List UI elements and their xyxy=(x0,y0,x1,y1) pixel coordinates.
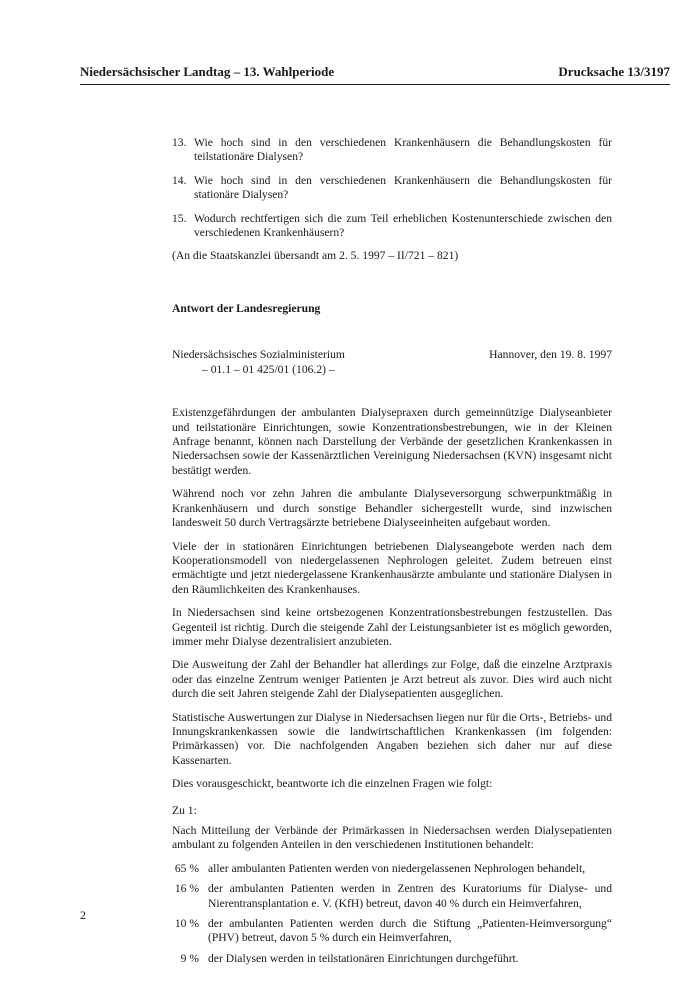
ministry-name: Niedersächsisches Sozialministerium xyxy=(172,348,345,362)
question-text: Wie hoch sind in den verschiedenen Krankenhäusern die Behandlungskosten für stationäre Dialysen? xyxy=(194,173,612,202)
answer-heading: Antwort der Landesregierung xyxy=(172,301,321,315)
document-number: Drucksache 13/3197 xyxy=(558,64,670,79)
header-title: Niedersächsischer Landtag – 13. Wahlperiode xyxy=(80,64,335,79)
stat-text: der ambulanten Patienten werden in Zentren des Kuratoriums für Dialyse- und Nierentransplantation e. V. (KfH) betreut, davon 40 % durch ein Heimverfahren, xyxy=(208,882,612,910)
page-header xyxy=(80,62,670,85)
transmittal-note: (An die Staatskanzlei übersandt am 2. 5. 1997 – II/721 – 821) xyxy=(172,249,459,263)
stat-item xyxy=(172,917,612,946)
stat-percent: 10 % xyxy=(174,917,199,931)
paragraph: Existenzgefährdungen der ambulanten Dialysepraxen durch gemeinnützige Dialyseanbieter und teilstationäre Einrichtungen, sowie Konzentrationsbestrebungen, wie in der Kleinen Anfrage benannt, können nach Darstellung der Verbände der gesetzlichen Krankenkassen in Niedersachsen sowie der Kassenärztlichen Vereinigung Niedersachsen (KVN) insgesamt nicht bestätigt werden. xyxy=(172,406,612,477)
stat-text: aller ambulanten Patienten werden von niedergelassenen Nephrologen behandelt, xyxy=(208,861,586,875)
paragraph: Die Ausweitung der Zahl der Behandler hat allerdings zur Folge, daß die einzelne Arztpraxis oder das einzelne Zentrum weniger Patienten je Arzt betreut als zuvor. Dies wird auch nicht durch die seit Jahren steigende Zahl der Dialysepatienten ausgeglichen. xyxy=(172,658,612,701)
question-13 xyxy=(172,136,612,165)
place-date: Hannover, den 19. 8. 1997 xyxy=(489,348,612,362)
stat-item xyxy=(172,882,612,911)
answer-label: Zu 1: xyxy=(172,803,197,817)
stat-percent: 9 % xyxy=(180,951,199,965)
question-number: 13. xyxy=(172,136,187,149)
stat-text: der Dialysen werden in teilstationären Einrichtungen durchgeführt. xyxy=(208,951,519,965)
paragraph: In Niedersachsen sind keine ortsbezogenen Konzentrationsbestrebungen festzustellen. Das Gegenteil ist richtig. Durch die steigende Zahl der Leistungsanbieter ist es möglich geworden, immer mehr Dialyse dezentralisiert anzubieten. xyxy=(172,606,612,648)
ministry-block xyxy=(172,348,612,378)
ministry-reference: – 01.1 – 01 425/01 (106.2) – xyxy=(202,363,335,377)
stat-percent: 16 % xyxy=(174,882,199,896)
stat-text: der ambulanten Patienten werden durch die Stiftung „Patienten-Heimversorgung“ (PHV) betreut, davon 5 % durch ein Heimverfahren, xyxy=(208,917,612,945)
question-text: Wodurch rechtfertigen sich die zum Teil erheblichen Kostenunterschiede zwischen den verschiedenen Krankenhäusern? xyxy=(194,211,612,240)
paragraph: Viele der in stationären Einrichtungen betriebenen Dialyseangebote werden nach dem Kooperationsmodell von niedergelassenen Nephrologen geleitet. Zudem betreuen einst ermächtigte und jetzt niedergelassene Krankenhausärzte ambulante und stationäre Dialysen in den Räumlichkeiten des Krankenhauses. xyxy=(172,539,612,596)
question-text: Wie hoch sind in den verschiedenen Krankenhäusern die Behandlungskosten für teilstationäre Dialysen? xyxy=(194,136,612,164)
stat-percent: 65 % xyxy=(174,861,199,875)
question-14 xyxy=(172,174,612,203)
question-number: 14. xyxy=(172,173,187,187)
answer-intro: Nach Mitteilung der Verbände der Primärkassen in Niedersachsen werden Dialysepatienten ambulant zu folgenden Anteilen in den verschiedenen Institutionen behandelt: xyxy=(172,824,612,852)
question-number: 15. xyxy=(172,211,187,225)
paragraph: Statistische Auswertungen zur Dialyse in Niedersachsen liegen nur für die Orts-, Betriebs- und Innungskrankenkassen sowie die landwirtschaftlichen Krankenkassen (im folgenden: Primärkassen) vor. Die nachfolgenden Angaben beziehen sich daher nur auf diese Kassenarten. xyxy=(172,710,612,767)
question-15 xyxy=(172,212,612,241)
paragraph: Während noch vor zehn Jahren die ambulante Dialyseversorgung schwerpunktmäßig in Krankenhäusern und durch sonstige Behandler sichergestellt wurde, sind inzwischen landesweit 50 durch Vertragsärzte betriebene Dialyseeinheiten aufgebaut worden. xyxy=(172,487,612,530)
document-body xyxy=(172,136,612,972)
stat-item xyxy=(172,862,612,876)
paragraph: Dies vorausgeschickt, beantworte ich die einzelnen Fragen wie folgt: xyxy=(172,777,493,791)
stat-item xyxy=(172,952,612,966)
page-number: 2 xyxy=(80,908,86,922)
